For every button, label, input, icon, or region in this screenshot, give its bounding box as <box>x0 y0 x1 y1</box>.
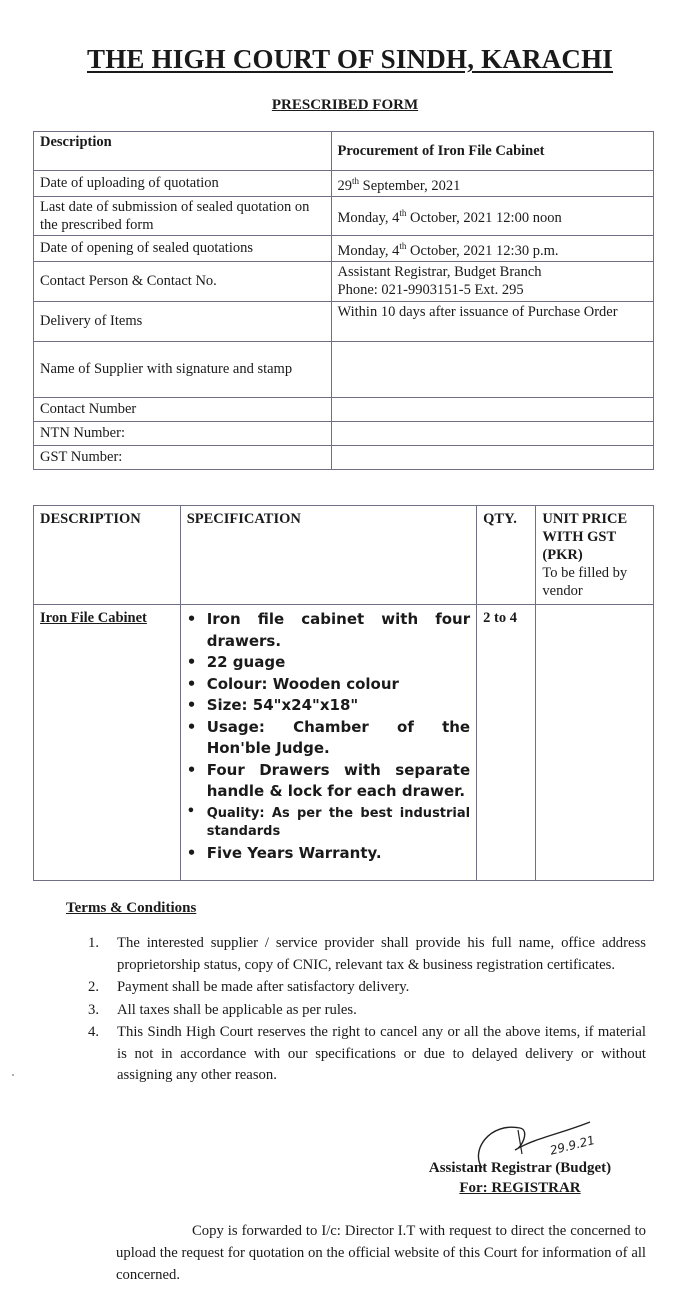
row-value: 29th September, 2021 <box>331 171 653 197</box>
list-item: • Four Drawers with separate handle & lock for each drawer. <box>187 760 470 803</box>
table-row <box>34 341 654 397</box>
item-specification <box>180 605 476 881</box>
signature-date: 29.9.21 <box>548 1133 597 1158</box>
spec-list <box>187 609 470 864</box>
list-item: 4. This Sindh High Court reserves the right to cancel any or all the above items, if material is not in accordance with our specifications or due to delayed delivery or without assigning any other reason. <box>88 1024 646 1083</box>
row-label: Contact Number <box>34 397 332 421</box>
list-item: 1. The interested supplier / service provider shall provide his full name, office address proprietorship status, copy of CNIC, relevant tax & business registration certificates. <box>88 935 646 973</box>
list-item: • Usage: Chamber of the Hon'ble Judge. <box>187 717 470 760</box>
header-description: DESCRIPTION <box>34 506 181 605</box>
supplier-signature-field[interactable] <box>331 341 653 397</box>
gst-number-field[interactable] <box>331 445 653 469</box>
scan-speck <box>12 1074 14 1076</box>
table-row <box>34 421 654 445</box>
row-value: Assistant Registrar, Budget Branch Phone: 021-9903151-5 Ext. 295 <box>331 261 653 301</box>
row-value: Within 10 days after issuance of Purchase Order <box>331 301 653 341</box>
unit-price-label: UNIT PRICE WITH GST (PKR) <box>542 511 628 563</box>
item-qty: 2 to 4 <box>477 605 536 881</box>
row-label: Contact Person & Contact No. <box>34 261 332 301</box>
table-row <box>34 261 654 301</box>
list-item: • Five Years Warranty. <box>187 843 470 865</box>
list-item: • Colour: Wooden colour <box>187 674 470 696</box>
list-item: • Iron file cabinet with four drawers. <box>187 609 470 652</box>
document-title: THE HIGH COURT OF SINDH, KARACHI <box>86 44 614 74</box>
table-header-row <box>34 506 654 605</box>
row-label: NTN Number: <box>34 421 332 445</box>
unit-price-note: To be filled by vendor <box>542 565 628 599</box>
signatory-block <box>395 1158 645 1198</box>
table-row <box>34 196 654 235</box>
list-item: • 22 guage <box>187 652 470 674</box>
table-row <box>34 605 654 881</box>
header-unit-price <box>536 506 654 605</box>
contact-number-field[interactable] <box>331 397 653 421</box>
row-value: Monday, 4th October, 2021 12:30 p.m. <box>331 235 653 261</box>
specification-table <box>33 505 654 881</box>
terms-list <box>88 933 646 1088</box>
header-specification: SPECIFICATION <box>180 506 476 605</box>
row-label: Date of uploading of quotation <box>34 171 332 197</box>
table-row <box>34 397 654 421</box>
row-label: Last date of submission of sealed quotation on the prescribed form <box>34 196 332 235</box>
table-row <box>34 301 654 341</box>
table-row <box>34 445 654 469</box>
row-value: Monday, 4th October, 2021 12:00 noon <box>331 196 653 235</box>
copy-forward-note: Copy is forwarded to I/c: Director I.T with request to direct the concerned to upload the request for quotation on the official website of this Court for information of all concerned. <box>116 1223 646 1283</box>
row-label: Delivery of Items <box>34 301 332 341</box>
header-qty: QTY. <box>477 506 536 605</box>
list-item: 3. All taxes shall be applicable as per rules. <box>88 1001 357 1018</box>
row-value: Procurement of Iron File Cabinet <box>331 132 653 171</box>
row-label: Description <box>34 132 332 171</box>
terms-heading: Terms & Conditions <box>66 900 197 916</box>
form-subtitle: PRESCRIBED FORM <box>271 97 419 113</box>
table-row <box>34 235 654 261</box>
signatory-for: For: REGISTRAR <box>459 1180 581 1196</box>
row-label: Date of opening of sealed quotations <box>34 235 332 261</box>
table-row <box>34 132 654 171</box>
list-item: 2. Payment shall be made after satisfactory delivery. <box>88 979 410 995</box>
row-label: Name of Supplier with signature and stamp <box>34 341 332 397</box>
unit-price-field[interactable] <box>536 605 654 881</box>
signatory-title: Assistant Registrar (Budget) <box>428 1160 612 1176</box>
table-row <box>34 171 654 197</box>
ntn-number-field[interactable] <box>331 421 653 445</box>
quotation-details-table <box>33 131 654 470</box>
list-item: • Quality: As per the best industrial standards <box>187 803 470 843</box>
row-label: GST Number: <box>34 445 332 469</box>
item-description: Iron File Cabinet <box>34 605 181 881</box>
list-item: • Size: 54"x24"x18" <box>187 695 470 717</box>
